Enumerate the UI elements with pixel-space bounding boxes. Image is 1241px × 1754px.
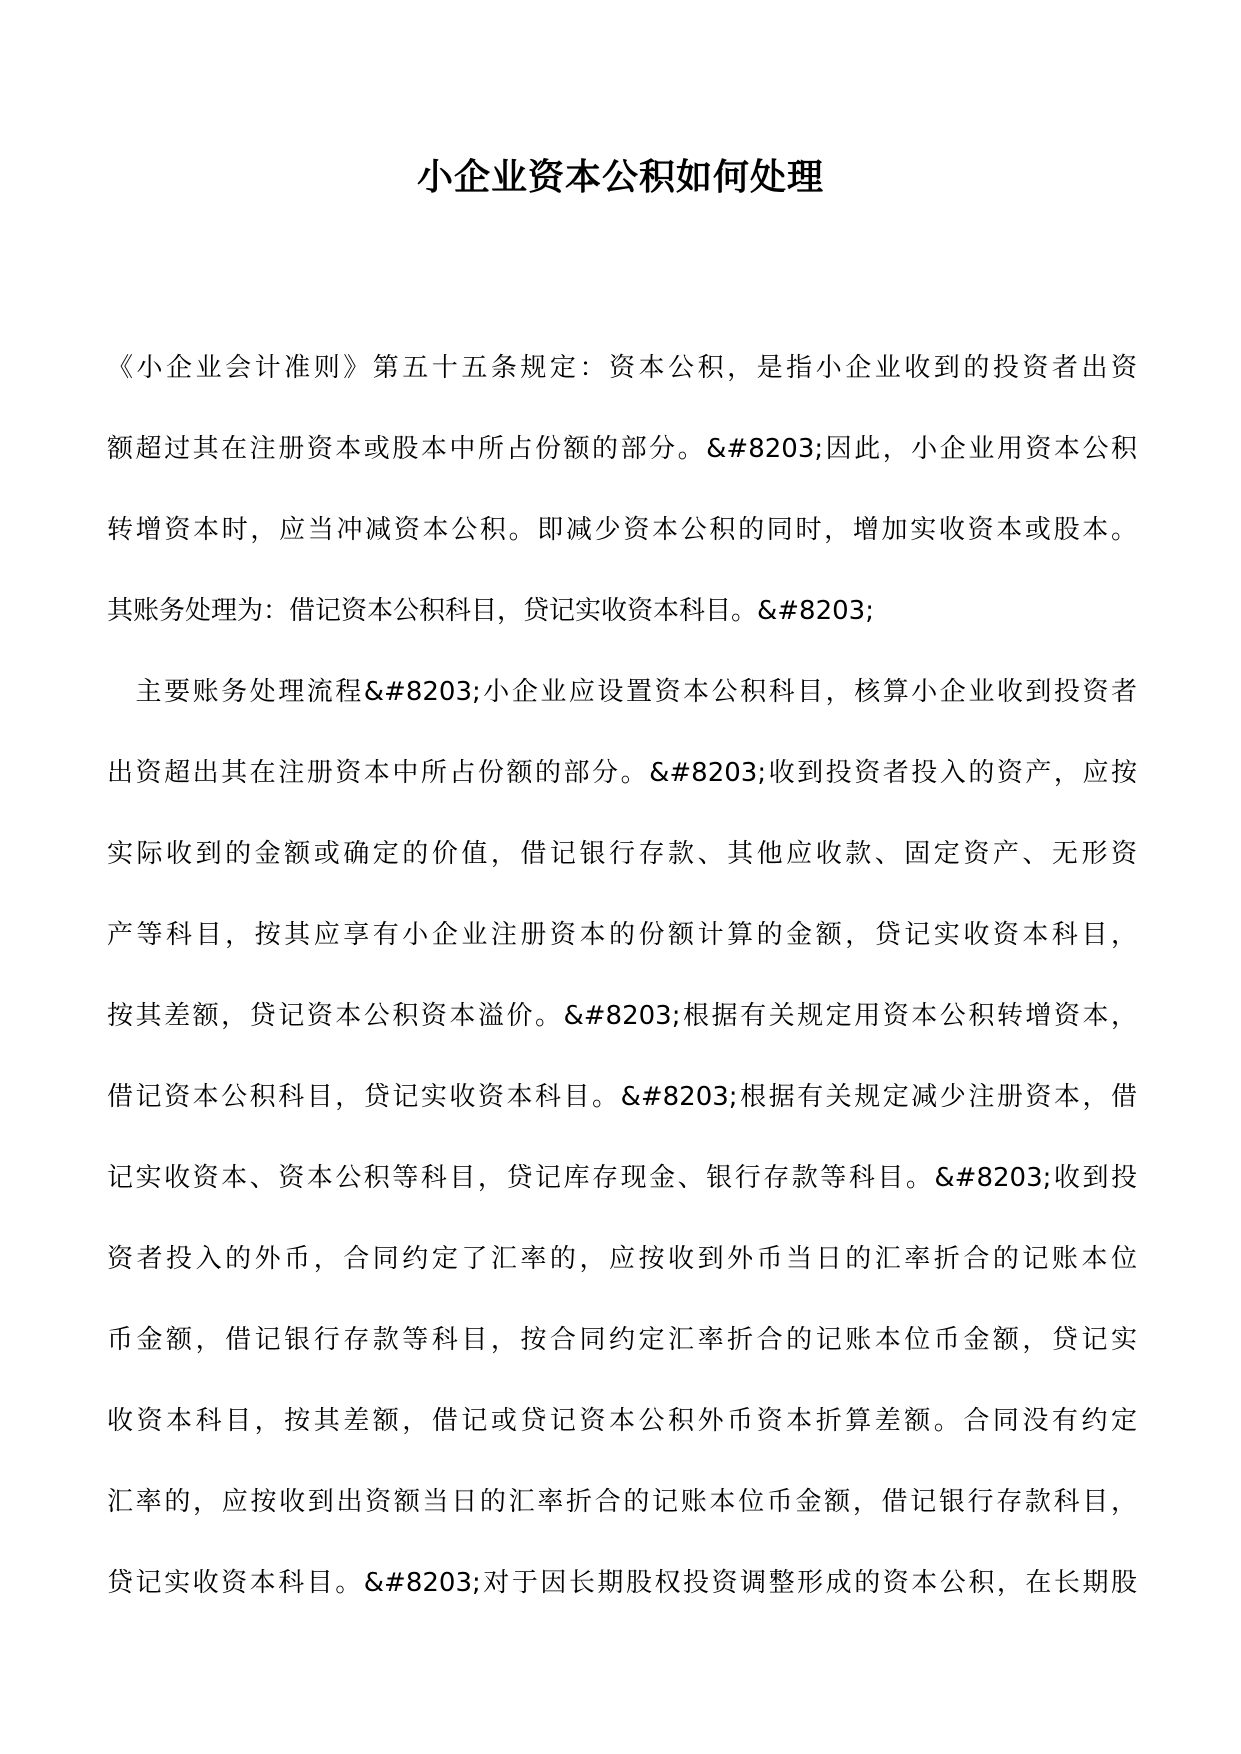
document-body <box>107 342 1137 1638</box>
body-line: 借记资本公积科目，贷记实收资本科目。&#8203;根据有关规定减少注册资本，借 <box>107 1082 1137 1112</box>
body-line: 其账务处理为：借记资本公积科目，贷记实收资本科目。&#8203; <box>107 596 874 626</box>
body-line: 主要账务处理流程&#8203;小企业应设置资本公积科目，核算小企业收到投资者 <box>107 677 1137 707</box>
body-line: 出资超出其在注册资本中所占份额的部分。&#8203;收到投资者投入的资产，应按 <box>107 758 1137 788</box>
body-line: 转增资本时，应当冲减资本公积。即减少资本公积的同时，增加实收资本或股本。 <box>107 515 1137 545</box>
body-line: 记实收资本、资本公积等科目，贷记库存现金、银行存款等科目。&#8203;收到投 <box>107 1163 1137 1193</box>
body-line: 汇率的，应按收到出资额当日的汇率折合的记账本位币金额，借记银行存款科目， <box>107 1487 1137 1517</box>
document-title: 小企业资本公积如何处理 <box>416 156 824 198</box>
body-line: 收资本科目，按其差额，借记或贷记资本公积外币资本折算差额。合同没有约定 <box>107 1406 1137 1436</box>
body-line: 额超过其在注册资本或股本中所占份额的部分。&#8203;因此，小企业用资本公积 <box>107 434 1137 464</box>
body-line: 产等科目，按其应享有小企业注册资本的份额计算的金额，贷记实收资本科目， <box>107 920 1137 950</box>
body-line: 按其差额，贷记资本公积资本溢价。&#8203;根据有关规定用资本公积转增资本， <box>107 1001 1137 1031</box>
body-line: 资者投入的外币，合同约定了汇率的，应按收到外币当日的汇率折合的记账本位 <box>107 1244 1137 1274</box>
body-line: 《小企业会计准则》第五十五条规定：资本公积，是指小企业收到的投资者出资 <box>107 353 1137 383</box>
body-line: 贷记实收资本科目。&#8203;对于因长期股权投资调整形成的资本公积，在长期股 <box>107 1568 1137 1598</box>
body-line: 币金额，借记银行存款等科目，按合同约定汇率折合的记账本位币金额，贷记实 <box>107 1325 1137 1355</box>
body-line: 实际收到的金额或确定的价值，借记银行存款、其他应收款、固定资产、无形资 <box>107 839 1137 869</box>
